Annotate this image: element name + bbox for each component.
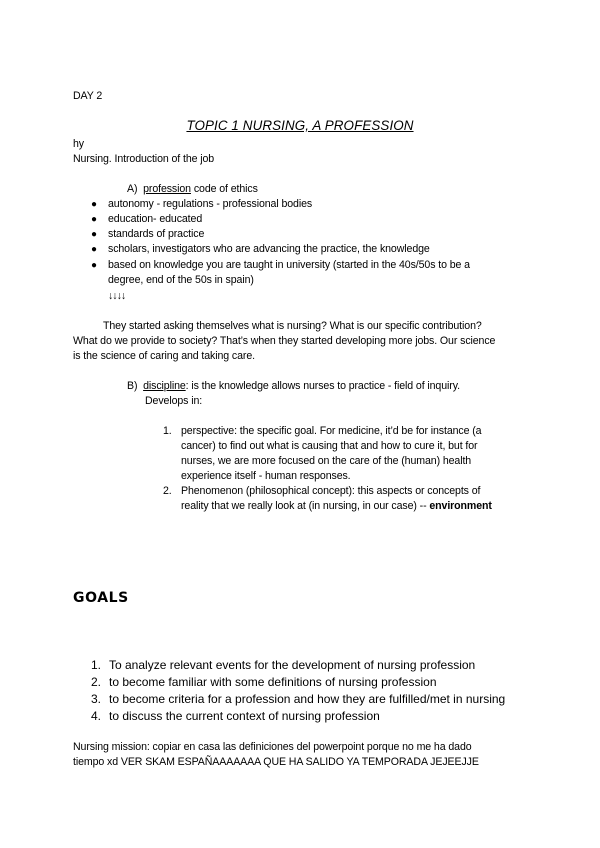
goal-number: 2. [91, 675, 102, 689]
goals-heading: GOALS [73, 590, 129, 606]
hy-text: hy [73, 138, 84, 150]
section-a-bullet: autonomy - regulations - professional bodies [108, 198, 313, 210]
list-item-text: reality that we really look at (in nursing, in our case) -- [181, 500, 430, 512]
list-item-line: Phenomenon (philosophical concept): this aspects or concepts of [181, 485, 481, 497]
goal-number: 1. [91, 658, 102, 672]
mission-line: tiempo xd VER SKAM ESPAÑAAAAAAA QUE HA SALIDO YA TEMPORADA JEJEEJJE [73, 756, 479, 768]
goal-number: 4. [91, 709, 102, 723]
bullet-icon: ● [91, 214, 98, 225]
section-a-heading [127, 182, 258, 197]
bullet-icon: ● [91, 199, 98, 210]
section-b-letter: B) [127, 380, 138, 392]
bullet-icon: ● [91, 260, 98, 271]
list-item-line: cancer) to find out what is causing that and how to cure it, but for [181, 440, 478, 452]
section-a-bullet-continuation: degree, end of the 50s in spain) [108, 274, 254, 286]
paragraph-line: They started asking themselves what is nursing? What is our specific contribution? [103, 320, 482, 332]
section-b-keyword: discipline [143, 380, 186, 392]
section-a-heading-rest: code of ethics [190, 183, 258, 195]
mission-line: Nursing mission: copiar en casa las definiciones del powerpoint porque no me ha dado [73, 741, 472, 753]
list-item-line: nurses, we are more focused on the care of the (human) health [181, 455, 472, 467]
list-item-line: perspective: the specific goal. For medicine, it’d be for instance (a [181, 425, 482, 437]
list-item-line-last [181, 499, 492, 514]
goal-text: To analyze relevant events for the development of nursing profession [109, 658, 476, 672]
paragraph-line: is the science of caring and taking care. [73, 350, 255, 362]
page-title: TOPIC 1 NURSING, A PROFESSION [186, 118, 414, 133]
section-a-bullet: scholars, investigators who are advancing the practice, the knowledge [108, 243, 430, 255]
paragraph-line: What do we provide to society? That’s when they started developing more jobs. Our science [73, 335, 496, 347]
bullet-icon: ● [91, 244, 98, 255]
list-number: 1. [163, 425, 172, 437]
goal-number: 3. [91, 692, 102, 706]
section-a-keyword: profession [143, 183, 191, 195]
list-number: 2. [163, 485, 172, 497]
section-b-heading-rest: : is the knowledge allows nurses to practice - field of inquiry. [185, 380, 460, 392]
section-a-letter: A) [127, 183, 138, 195]
intro-text: Nursing. Introduction of the job [73, 153, 215, 165]
develops-in-label: Develops in: [145, 395, 203, 407]
day-label: DAY 2 [73, 90, 103, 102]
goal-text: to become familiar with some definitions of nursing profession [109, 675, 437, 689]
goal-text: to become criteria for a profession and how they are fulfilled/met in nursing [109, 692, 506, 706]
section-a-bullet: education- educated [108, 213, 203, 225]
down-arrows: ↓↓↓↓ [108, 290, 126, 302]
environment-bold: environment [429, 500, 492, 512]
section-a-bullet: standards of practice [108, 228, 205, 240]
section-a-bullet: based on knowledge you are taught in university (started in the 40s/50s to be a [108, 259, 470, 271]
list-item-line: experience itself - human responses. [181, 470, 351, 482]
bullet-icon: ● [91, 229, 98, 240]
section-b-heading [127, 379, 460, 394]
goal-text: to discuss the current context of nursing profession [109, 709, 380, 723]
